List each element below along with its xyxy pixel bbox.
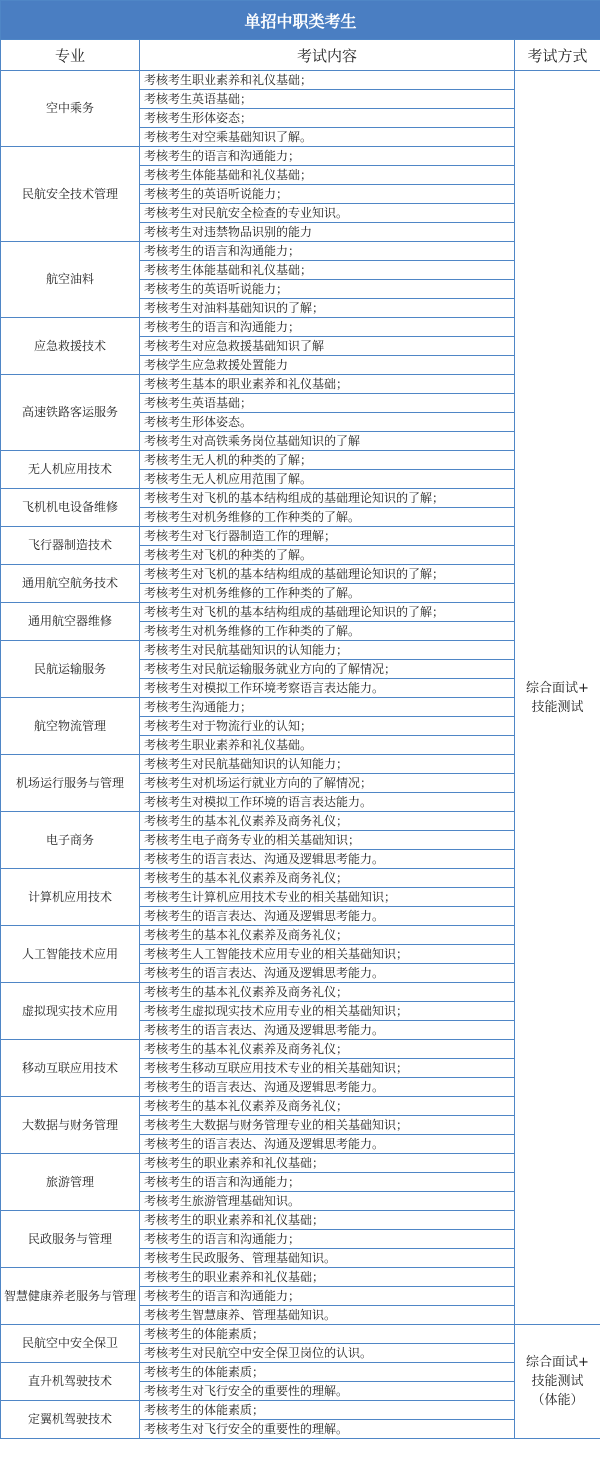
content-item: 考核考生职业素养和礼仪基础。 (140, 736, 515, 755)
method-line: 综合面试+ (526, 1355, 589, 1370)
table-row (1, 489, 600, 508)
major-cell: 无人机应用技术 (1, 451, 140, 489)
table-row (1, 318, 600, 337)
content-item: 考核考生对机务维修的工作种类的了解。 (140, 508, 515, 527)
content-item: 考核考生的英语听说能力； (140, 280, 515, 299)
content-item: 考核考生对民航运输服务就业方向的了解情况； (140, 660, 515, 679)
content-item: 考核考生形体姿态； (140, 109, 515, 128)
header-method: 考试方式 (515, 40, 600, 71)
content-item: 考核考生职业素养和礼仪基础； (140, 71, 515, 90)
major-cell: 飞机机电设备维修 (1, 489, 140, 527)
content-item: 考核考生移动互联应用技术专业的相关基础知识； (140, 1059, 515, 1078)
content-item: 考核考生的语言表达、沟通及逻辑思考能力。 (140, 850, 515, 869)
table-row (1, 1325, 600, 1344)
table-row (1, 603, 600, 622)
content-item: 考核考生对空乘基础知识了解。 (140, 128, 515, 147)
table-row (1, 698, 600, 717)
content-item: 考核考生的职业素养和礼仪基础； (140, 1154, 515, 1173)
content-item: 考核考生体能基础和礼仪基础； (140, 166, 515, 185)
content-item: 考核考生对飞机的种类的了解。 (140, 546, 515, 565)
major-cell: 民航安全技术管理 (1, 147, 140, 242)
table-row (1, 375, 600, 394)
content-item: 考核考生对于物流行业的认知； (140, 717, 515, 736)
major-cell: 人工智能技术应用 (1, 926, 140, 983)
content-item: 考核考生对飞行安全的重要性的理解。 (140, 1420, 515, 1439)
table-row (1, 755, 600, 774)
content-item: 考核考生基本的职业素养和礼仪基础； (140, 375, 515, 394)
method-cell (515, 1325, 600, 1439)
content-item: 考核考生的职业素养和礼仪基础； (140, 1268, 515, 1287)
major-cell: 大数据与财务管理 (1, 1097, 140, 1154)
content-item: 考核考生对飞机的基本结构组成的基础理论知识的了解； (140, 565, 515, 584)
content-item: 考核考生的基本礼仪素养及商务礼仪； (140, 1040, 515, 1059)
content-item: 考核考生电子商务专业的相关基础知识； (140, 831, 515, 850)
content-item: 考核考生计算机应用技术专业的相关基础知识； (140, 888, 515, 907)
table-row (1, 983, 600, 1002)
content-item: 考核考生的体能素质； (140, 1401, 515, 1420)
major-cell: 直升机驾驶技术 (1, 1363, 140, 1401)
content-item: 考核考生的语言和沟通能力； (140, 318, 515, 337)
major-cell: 空中乘务 (1, 71, 140, 147)
content-item: 考核考生的体能素质； (140, 1325, 515, 1344)
content-item: 考核考生虚拟现实技术应用专业的相关基础知识； (140, 1002, 515, 1021)
content-item: 考核考生对模拟工作环境的语言表达能力。 (140, 793, 515, 812)
major-cell: 飞行器制造技术 (1, 527, 140, 565)
content-item: 考核考生的英语听说能力； (140, 185, 515, 204)
content-item: 考核考生大数据与财务管理专业的相关基础知识； (140, 1116, 515, 1135)
content-item: 考核考生对民航基础知识的认知能力； (140, 755, 515, 774)
content-item: 考核考生对机务维修的工作种类的了解。 (140, 584, 515, 603)
content-item: 考核考生对飞机的基本结构组成的基础理论知识的了解； (140, 603, 515, 622)
table-row (1, 812, 600, 831)
header-major: 专业 (1, 40, 140, 71)
content-item: 考核考生无人机应用范围了解。 (140, 470, 515, 489)
major-cell: 移动互联应用技术 (1, 1040, 140, 1097)
table-row (1, 926, 600, 945)
method-line: （体能） (531, 1393, 584, 1408)
content-item: 考核考生的基本礼仪素养及商务礼仪； (140, 869, 515, 888)
table-row (1, 1363, 600, 1382)
content-item: 考核考生对机场运行就业方向的了解情况； (140, 774, 515, 793)
major-cell: 应急救援技术 (1, 318, 140, 375)
table-row (1, 242, 600, 261)
table-row (1, 1401, 600, 1420)
content-item: 考核考生英语基础； (140, 394, 515, 413)
content-item: 考核考生对机务维修的工作种类的了解。 (140, 622, 515, 641)
header-content: 考试内容 (140, 40, 515, 71)
content-item: 考核考生人工智能技术应用专业的相关基础知识； (140, 945, 515, 964)
table-row (1, 641, 600, 660)
content-item: 考核考生对民航安全检查的专业知识。 (140, 204, 515, 223)
method-line: 技能测试 (531, 1374, 584, 1389)
content-item: 考核考生的基本礼仪素养及商务礼仪； (140, 1097, 515, 1116)
method-line: 综合面试+ (526, 680, 589, 696)
content-item: 考核考生体能基础和礼仪基础； (140, 261, 515, 280)
content-item: 考核考生的语言表达、沟通及逻辑思考能力。 (140, 1078, 515, 1097)
major-cell: 高速铁路客运服务 (1, 375, 140, 451)
content-item: 考核考生旅游管理基础知识。 (140, 1192, 515, 1211)
content-item: 考核考生对违禁物品识别的能力 (140, 223, 515, 242)
content-item: 考核考生智慧康养、管理基础知识。 (140, 1306, 515, 1325)
content-item: 考核考生的语言表达、沟通及逻辑思考能力。 (140, 1135, 515, 1154)
method-line: 技能测试 (531, 699, 584, 715)
table-title: 单招中职类考生 (1, 1, 600, 40)
table-row (1, 1268, 600, 1287)
table-row (1, 869, 600, 888)
method-cell (515, 71, 600, 1325)
major-cell: 机场运行服务与管理 (1, 755, 140, 812)
content-item: 考核考生形体姿态。 (140, 413, 515, 432)
content-item: 考核考生的语言和沟通能力； (140, 242, 515, 261)
major-cell: 通用航空航务技术 (1, 565, 140, 603)
table-row (1, 1211, 600, 1230)
table-row (1, 527, 600, 546)
content-item: 考核考生对应急救援基础知识了解 (140, 337, 515, 356)
content-item: 考核考生的基本礼仪素养及商务礼仪； (140, 926, 515, 945)
content-item: 考核考生的职业素养和礼仪基础； (140, 1211, 515, 1230)
content-item: 考核考生的语言表达、沟通及逻辑思考能力。 (140, 964, 515, 983)
content-item: 考核考生对飞机的基本结构组成的基础理论知识的了解； (140, 489, 515, 508)
major-cell: 旅游管理 (1, 1154, 140, 1211)
content-item: 考核考生的语言和沟通能力； (140, 1230, 515, 1249)
table-row (1, 451, 600, 470)
content-item: 考核考生对高铁乘务岗位基础知识的了解 (140, 432, 515, 451)
content-item: 考核考生对模拟工作环境考察语言表达能力。 (140, 679, 515, 698)
major-cell: 智慧健康养老服务与管理 (1, 1268, 140, 1325)
content-item: 考核考生的语言和沟通能力； (140, 1173, 515, 1192)
content-item: 考核考生沟通能力； (140, 698, 515, 717)
content-item: 考核考生的基本礼仪素养及商务礼仪； (140, 983, 515, 1002)
major-cell: 虚拟现实技术应用 (1, 983, 140, 1040)
content-item: 考核考生的基本礼仪素养及商务礼仪； (140, 812, 515, 831)
content-item: 考核考生的体能素质； (140, 1363, 515, 1382)
content-item: 考核考生对飞行安全的重要性的理解。 (140, 1382, 515, 1401)
content-item: 考核学生应急救援处置能力 (140, 356, 515, 375)
content-item: 考核考生的语言和沟通能力； (140, 1287, 515, 1306)
content-item: 考核考生的语言和沟通能力； (140, 147, 515, 166)
major-cell: 航空油料 (1, 242, 140, 318)
content-item: 考核考生民政服务、管理基础知识。 (140, 1249, 515, 1268)
content-item: 考核考生对飞行器制造工作的理解； (140, 527, 515, 546)
content-item: 考核考生英语基础； (140, 90, 515, 109)
major-cell: 电子商务 (1, 812, 140, 869)
table-row (1, 1154, 600, 1173)
major-cell: 民航运输服务 (1, 641, 140, 698)
content-item: 考核考生的语言表达、沟通及逻辑思考能力。 (140, 907, 515, 926)
major-cell: 计算机应用技术 (1, 869, 140, 926)
content-item: 考核考生无人机的种类的了解； (140, 451, 515, 470)
content-item: 考核考生对民航空中安全保卫岗位的认识。 (140, 1344, 515, 1363)
content-item: 考核考生对油料基础知识的了解； (140, 299, 515, 318)
major-cell: 民政服务与管理 (1, 1211, 140, 1268)
content-item: 考核考生的语言表达、沟通及逻辑思考能力。 (140, 1021, 515, 1040)
major-cell: 定翼机驾驶技术 (1, 1401, 140, 1439)
major-cell: 民航空中安全保卫 (1, 1325, 140, 1363)
table-row (1, 147, 600, 166)
table-row (1, 71, 600, 90)
table-row (1, 1097, 600, 1116)
table-row (1, 565, 600, 584)
major-cell: 航空物流管理 (1, 698, 140, 755)
major-cell: 通用航空器维修 (1, 603, 140, 641)
table-body (1, 71, 600, 1439)
table-row (1, 1040, 600, 1059)
content-item: 考核考生对民航基础知识的认知能力； (140, 641, 515, 660)
